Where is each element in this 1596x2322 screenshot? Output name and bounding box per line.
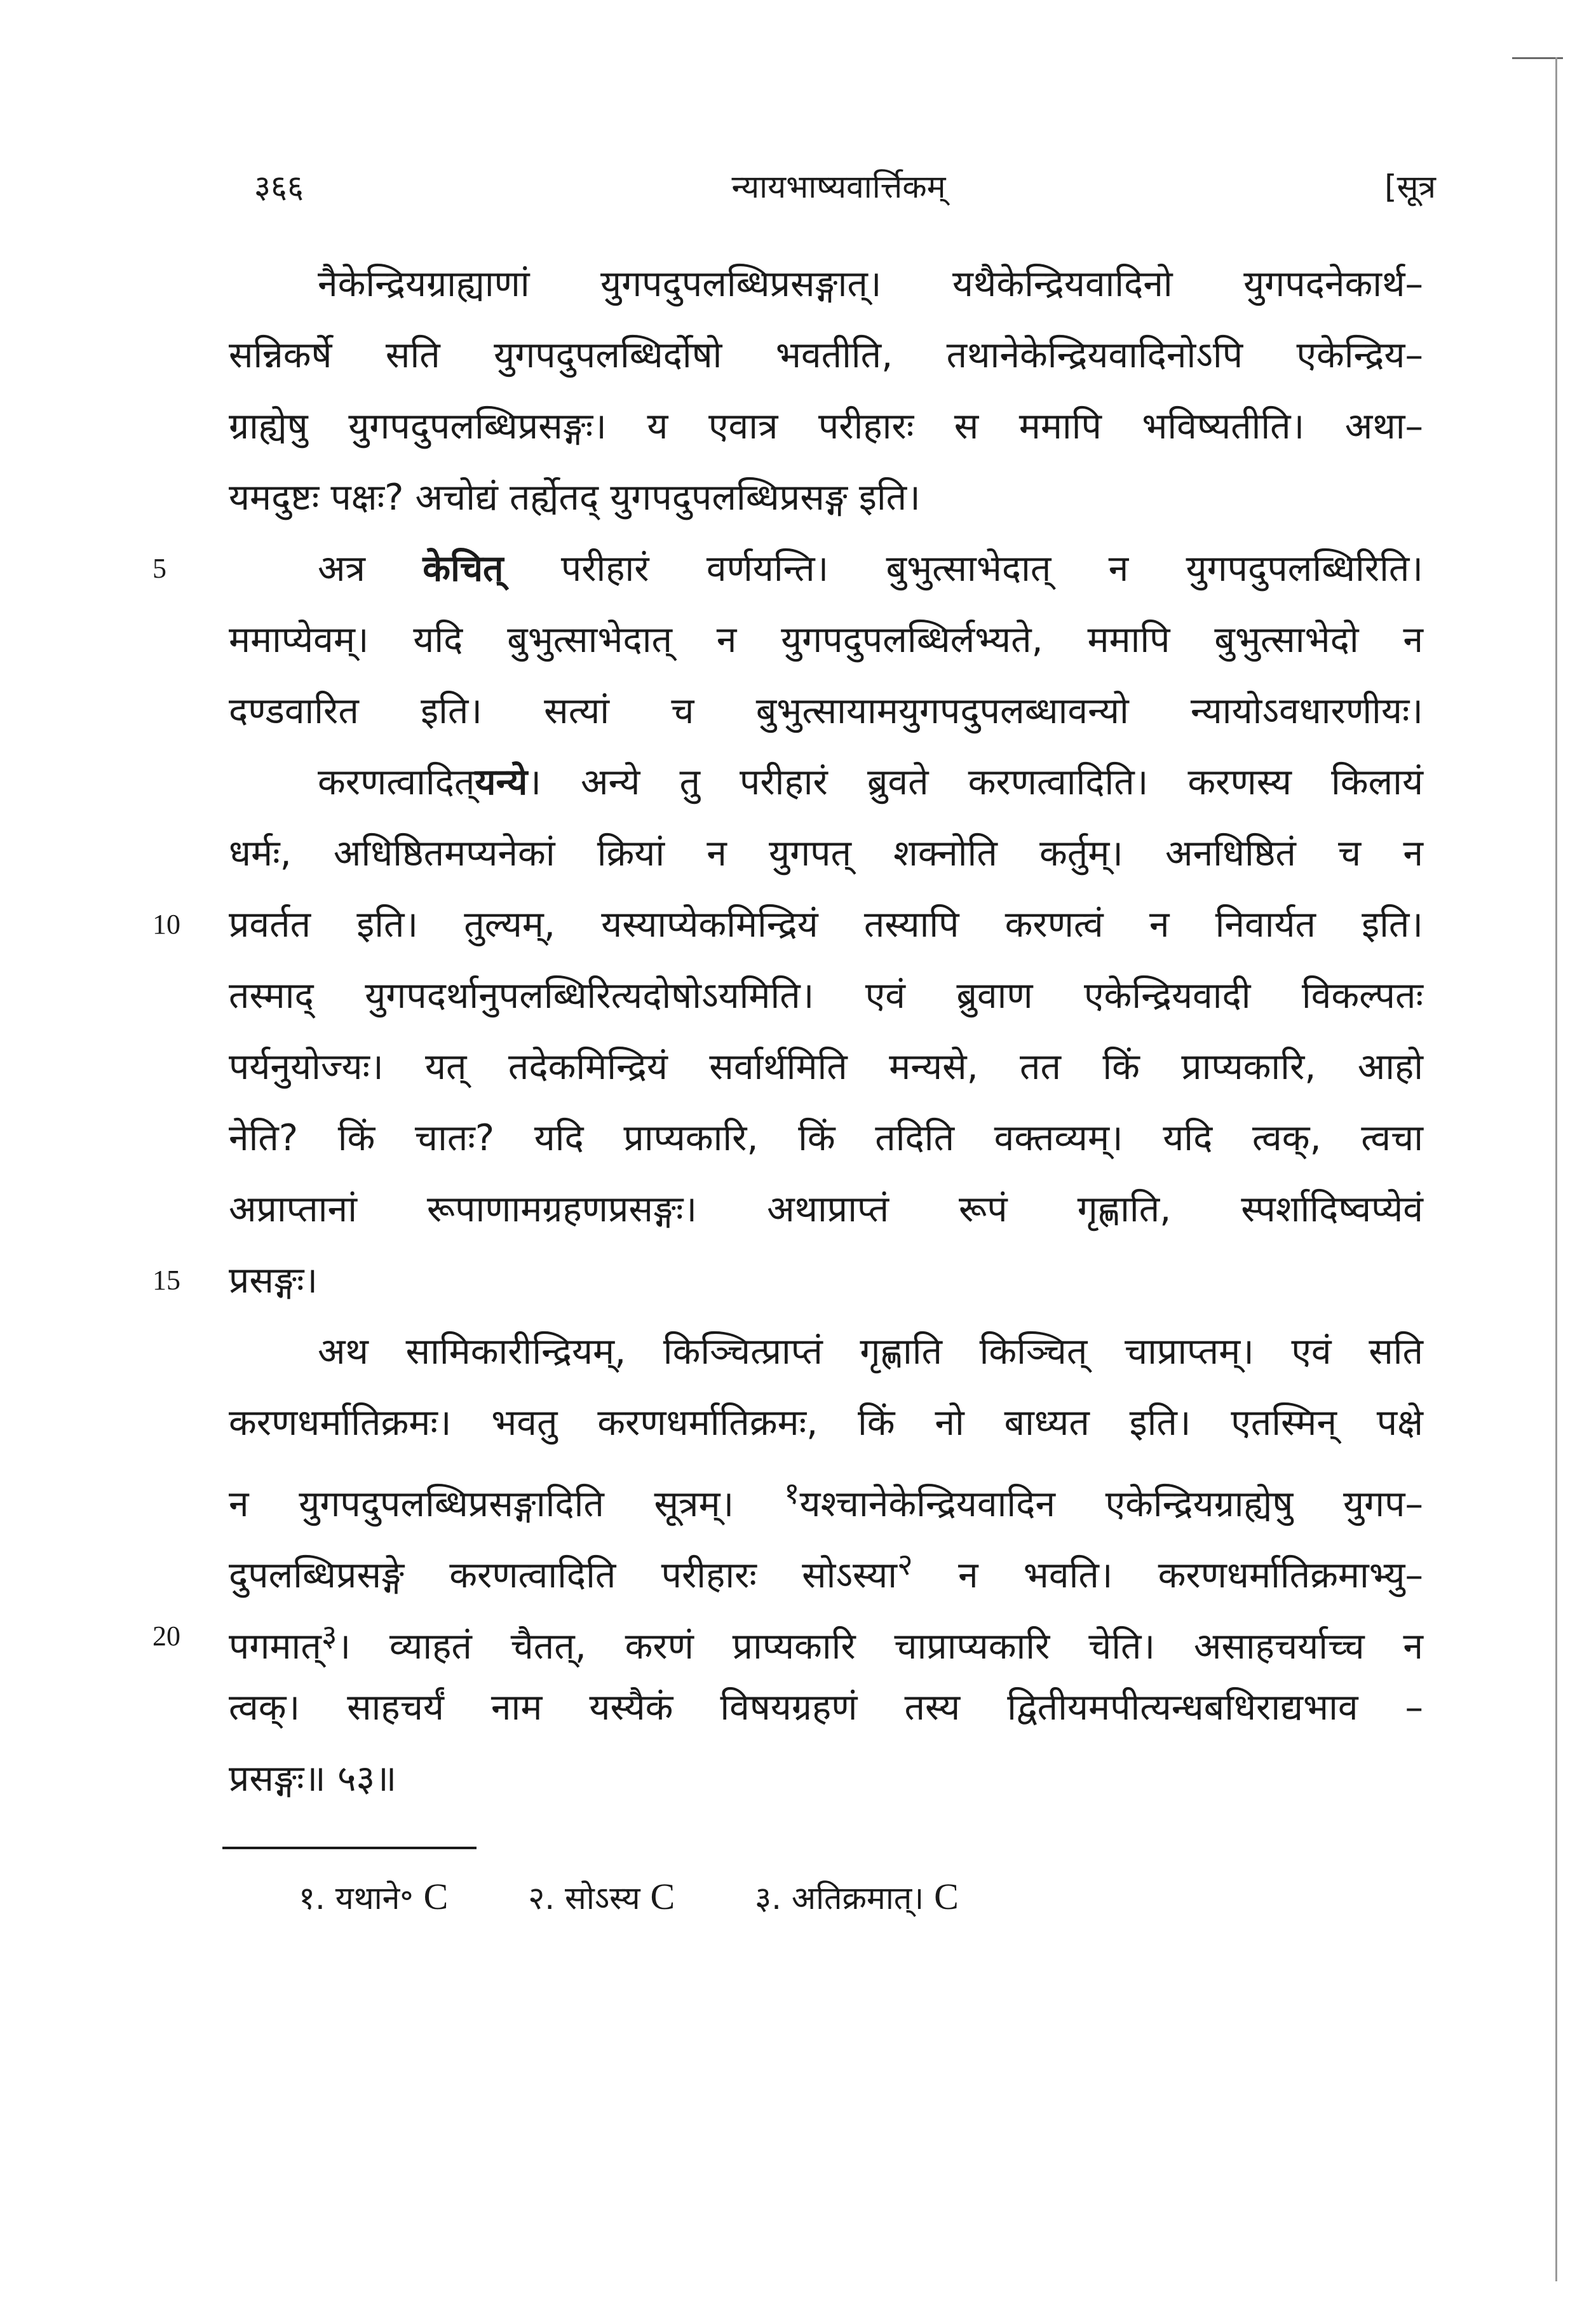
line-number-5: 5 [152, 553, 166, 584]
footnote-1-text: १. यथाने॰ [299, 1880, 414, 1917]
footnotes [299, 1868, 1252, 1925]
text-line-12: पर्यनुयोज्यः। यत् तदेकमिन्द्रियं सर्वार्थमिति मन्यसे, तत किं प्राप्यकारि, आहो [229, 1046, 1423, 1088]
footnote-marker-3: ३ [321, 1619, 337, 1653]
text-line-18-rest: यश्चानेकेन्द्रियवादिन एकेन्द्रियग्राह्येषु युगप– [799, 1483, 1423, 1525]
text-line-1: नैकेन्द्रियग्राह्याणां युगपदुपलब्धिप्रसङ्गात्। यथैकेन्द्रियवादिनो युगपदनेकार्थ– [318, 263, 1423, 305]
footnote-3-ms: C [934, 1876, 959, 1917]
running-title: न्यायभाष्यवार्त्तिकम् [731, 168, 946, 205]
text-line-2: सन्निकर्षे सति युगपदुपलब्धिर्दोषो भवतीति, तथानेकेन्द्रियवादिनोऽपि एकेन्द्रिय– [229, 334, 1423, 376]
text-line-5-prefix: अत्र [318, 548, 366, 590]
text-line-8 [318, 747, 1423, 817]
footnote-2-text: २. सोऽस्य [528, 1880, 640, 1917]
text-line-19-prefix: दुपलब्धिप्रसङ्गे करणत्वादिति परीहारः सोऽस्या [229, 1554, 898, 1596]
text-line-21: त्वक्। साहचर्यं नाम यस्यैकं विषयग्रहणं तस्य द्वितीयमपीत्यन्धबधिराद्यभाव – [229, 1687, 1423, 1728]
text-line-10: प्रवर्तत इति। तुल्यम्, यस्याप्येकमिन्द्रियं तस्यापि करणत्वं न निवार्यत इति। [229, 904, 1423, 946]
text-line-3: ग्राह्येषु युगपदुपलब्धिप्रसङ्गः। य एवात्र परीहारः स ममापि भविष्यतीति। अथा– [229, 405, 1423, 447]
text-line-6: ममाप्येवम्। यदि बुभुत्साभेदात् न युगपदुपलब्धिर्लभ्यते, ममापि बुभुत्साभेदो न [229, 619, 1423, 661]
text-line-8-rest: । अन्ये तु परीहारं ब्रुवते करणत्वादिति। करणस्य किलायं [527, 761, 1423, 803]
bold-term-anye: यन्ये [475, 761, 528, 803]
text-line-22: प्रसङ्गः॥ ५३॥ [229, 1758, 397, 1800]
text-line-20-prefix: पगमात् [229, 1626, 321, 1667]
text-line-18 [229, 1459, 1423, 1529]
text-line-7: दण्डवारित इति। सत्यां च बुभुत्सायामयुगपदुपलब्धावन्यो न्यायोऽवधारणीयः। [229, 690, 1423, 732]
text-line-9: धर्मः, अधिष्ठितमप्यनेकां क्रियां न युगपत् शक्नोति कर्तुम्। अनधिष्ठितं च न [229, 832, 1423, 874]
section-label: [सूत्र [1384, 168, 1436, 205]
text-line-18-prefix: न युगपदुपलब्धिप्रसङ्गादिति सूत्रम्। [229, 1483, 784, 1525]
text-line-5-rest: परीहारं वर्णयन्ति। बुभुत्साभेदात् न युगपदुपलब्धिरिति। [560, 548, 1423, 590]
footnote-marker-1: १ [783, 1476, 800, 1511]
text-line-20-rest: । व्याहतं चैतत्, करणं प्राप्यकारि चाप्राप्यकारि चेति। असाहचर्याच्च न [337, 1626, 1423, 1667]
text-line-15: प्रसङ्गः। [229, 1259, 318, 1301]
line-number-20: 20 [152, 1620, 180, 1652]
bold-term-kechit: केचित् [423, 548, 504, 590]
page-number: ३६६ [254, 168, 304, 205]
text-line-14: अप्राप्तानां रूपाणामग्रहणप्रसङ्गः। अथाप्राप्तं रूपं गृह्णाति, स्पर्शादिष्वप्येवं [229, 1188, 1423, 1230]
footnote-separator [222, 1847, 477, 1849]
text-line-5 [318, 534, 1423, 604]
line-number-15: 15 [152, 1265, 180, 1296]
text-line-4: यमदुष्टः पक्षः? अचोद्यं तर्ह्येतद् युगपदुपलब्धिप्रसङ्ग इति। [229, 477, 921, 519]
text-line-17: करणधर्मातिक्रमः। भवतु करणधर्मातिक्रमः, किं नो बाध्यत इति। एतस्मिन् पक्षे [229, 1402, 1423, 1444]
footnote-1 [299, 1868, 448, 1927]
text-line-13: नेति? किं चातः? यदि प्राप्यकारि, किं तदिति वक्तव्यम्। यदि त्वक्, त्वचा [229, 1117, 1423, 1159]
text-line-20 [229, 1601, 1423, 1671]
text-line-16: अथ सामिकारीन्द्रियम्, किञ्चित्प्राप्तं गृह्णाति किञ्चित् चाप्राप्तम्। एवं सति [318, 1331, 1423, 1373]
text-line-19 [229, 1530, 1423, 1600]
footnote-3-text: ३. अतिक्रमात्। [755, 1880, 924, 1917]
footnote-3 [755, 1868, 959, 1927]
line-number-10: 10 [152, 909, 180, 940]
text-line-8-prefix: करणत्वादित् [318, 761, 475, 803]
footnote-marker-2: २ [897, 1547, 913, 1582]
footnote-1-ms: C [423, 1876, 449, 1917]
text-line-11: तस्माद् युगपदर्थानुपलब्धिरित्यदोषोऽयमिति। एवं ब्रुवाण एकेन्द्रियवादी विकल्पतः [229, 975, 1423, 1017]
text-line-19-rest: न भवति। करणधर्मातिक्रमाभ्यु– [957, 1554, 1423, 1596]
footnote-2 [528, 1868, 675, 1927]
margin-rule [1555, 57, 1557, 2281]
running-header [229, 164, 1449, 215]
footnote-2-ms: C [650, 1876, 675, 1917]
